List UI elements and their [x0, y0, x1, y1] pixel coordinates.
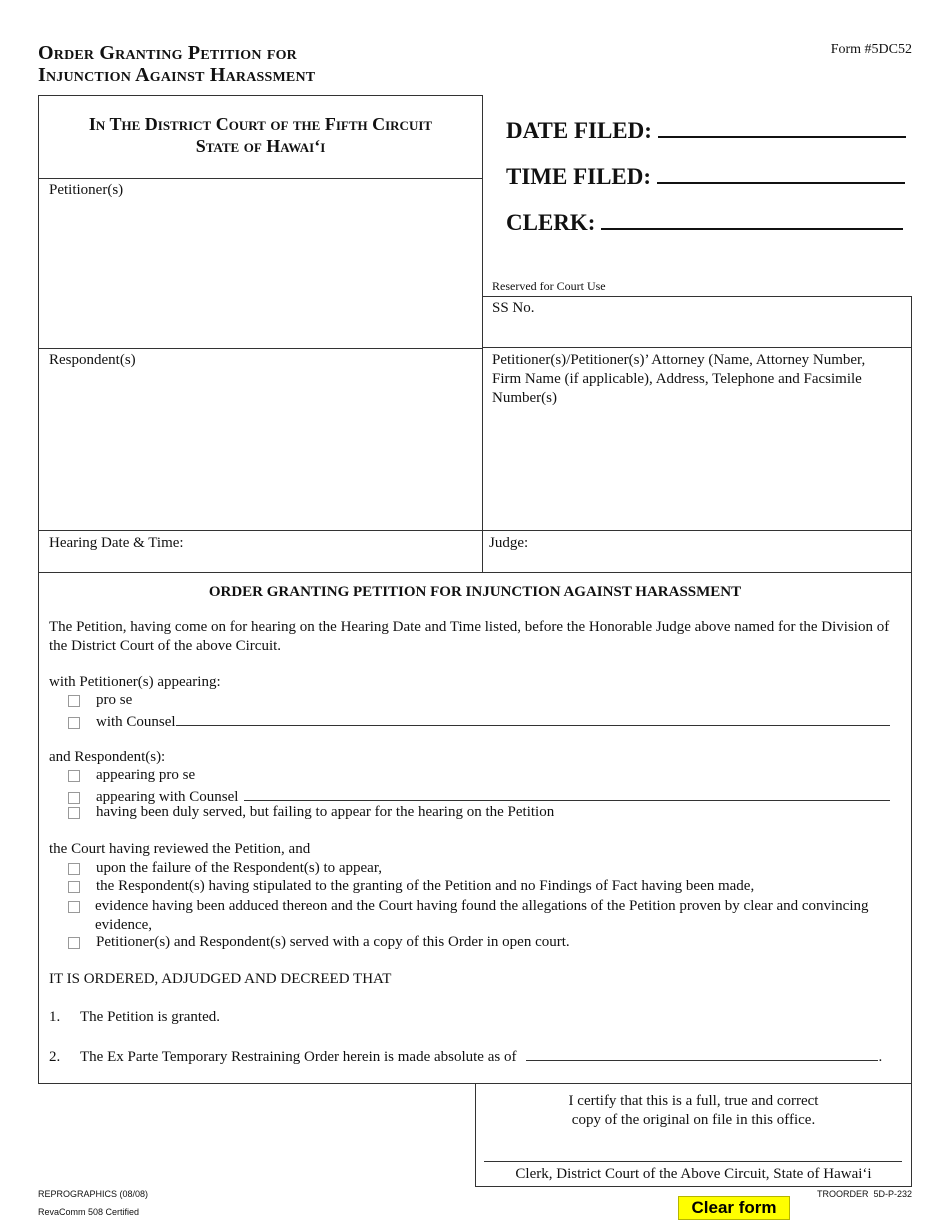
signature-line — [484, 1161, 902, 1162]
respondent-option-counsel — [68, 786, 890, 806]
divider — [39, 348, 482, 349]
respondent-counsel-field[interactable] — [244, 786, 890, 801]
checkbox[interactable] — [68, 695, 80, 707]
date-filed-label: DATE FILED: — [506, 118, 652, 143]
attorney-label: Petitioner(s)/Petitioner(s)’ Attorney (Name, Attorney Number, Firm Name (if applicable), Address, Telephone and Facsimile Number(s) — [492, 352, 866, 406]
respondent-heading: and Respondent(s): — [49, 749, 166, 765]
checkbox[interactable] — [68, 937, 80, 949]
footer-reprographics: REPROGRAPHICS (08/08) — [38, 1189, 149, 1199]
absolute-date-field[interactable] — [526, 1046, 878, 1061]
certification-text — [475, 1092, 912, 1130]
checkbox[interactable] — [68, 717, 80, 729]
option-label: pro se — [96, 692, 133, 708]
date-filed-field[interactable] — [658, 114, 906, 138]
order-item-1 — [49, 1009, 220, 1026]
option-label: with Counsel — [96, 714, 176, 730]
option-label: having been duly served, but failing to appear for the hearing on the Petition — [96, 804, 555, 820]
item-text: The Ex Parte Temporary Restraining Order herein is made absolute as of — [80, 1049, 517, 1065]
certify-line-1: I certify that this is a full, true and correct — [568, 1093, 819, 1109]
order-item-2 — [49, 1046, 882, 1066]
respondent-option-failed — [68, 804, 554, 821]
counsel-name-field[interactable] — [176, 711, 890, 726]
court-line-2: State of Hawai‘i — [195, 136, 326, 156]
checkbox[interactable] — [68, 863, 80, 875]
option-label: upon the failure of the Respondent(s) to appear, — [96, 860, 382, 876]
ss-no-label: SS No. — [492, 300, 535, 316]
title-line-2: Injunction Against Harassment — [38, 64, 316, 86]
title-line-1: Order Granting Petition for — [38, 42, 297, 64]
footer-form-code: TROORDER 5D-P-232 — [816, 1189, 912, 1199]
item-number: 2. — [49, 1049, 61, 1065]
decree-heading: IT IS ORDERED, ADJUDGED AND DECREED THAT — [49, 971, 392, 987]
time-filed-field[interactable] — [657, 160, 905, 184]
checkbox[interactable] — [68, 881, 80, 893]
option-label: appearing pro se — [96, 767, 196, 783]
review-option-1 — [68, 860, 382, 877]
review-option-3 — [68, 897, 908, 935]
checkbox[interactable] — [68, 807, 80, 819]
clerk-row — [506, 206, 903, 236]
divider — [482, 347, 912, 348]
checkbox[interactable] — [68, 792, 80, 804]
document-title — [38, 42, 315, 86]
respondents-label: Respondent(s) — [49, 352, 136, 368]
item-text: The Petition is granted. — [80, 1009, 220, 1025]
clerk-label: CLERK: — [506, 210, 596, 235]
respondent-option-pro-se — [68, 767, 195, 784]
form-number: Form #5DC52 — [830, 42, 912, 57]
item-number: 1. — [49, 1009, 61, 1025]
certify-line-2: copy of the original on file in this office. — [571, 1112, 816, 1128]
option-label: the Respondent(s) having stipulated to the granting of the Petition and no Findings of Fact having been made, — [96, 878, 755, 894]
option-label: appearing with Counsel — [96, 789, 239, 805]
petitioner-heading: with Petitioner(s) appearing: — [49, 674, 221, 690]
judge-label: Judge: — [489, 535, 529, 551]
checkbox[interactable] — [68, 901, 80, 913]
hearing-label: Hearing Date & Time: — [49, 535, 184, 551]
item-end: . — [878, 1049, 883, 1065]
clerk-field[interactable] — [601, 206, 903, 230]
clerk-signature-label: Clerk, District Court of the Above Circuit, State of Hawai‘i — [515, 1166, 872, 1182]
time-filed-row — [506, 160, 905, 190]
attorney-box — [482, 296, 912, 573]
time-filed-label: TIME FILED: — [506, 164, 652, 189]
review-option-4 — [68, 934, 570, 951]
footer-revacomm: RevaComm 508 Certified — [38, 1207, 140, 1217]
court-heading — [39, 95, 482, 179]
court-line-1: In The District Court of the Fifth Circuit — [88, 114, 433, 134]
option-label: evidence having been adduced thereon and the Court having found the allegations of the Petition proven by clear and convincing evidence, — [95, 898, 869, 933]
petitioner-option-counsel — [68, 711, 890, 731]
review-option-2 — [68, 878, 754, 895]
checkbox[interactable] — [68, 770, 80, 782]
reserved-label: Reserved for Court Use — [492, 279, 606, 293]
date-filed-row — [506, 114, 906, 144]
option-label: Petitioner(s) and Respondent(s) served with a copy of this Order in open court. — [96, 934, 570, 950]
petitioner-option-pro-se — [68, 692, 132, 709]
review-heading: the Court having reviewed the Petition, and — [49, 841, 311, 857]
clear-form-button[interactable]: Clear form — [678, 1196, 790, 1220]
order-intro: The Petition, having come on for hearing on the Hearing Date and Time listed, before the Honorable Judge above named for the Division of the District Court of the above Circuit. — [49, 619, 890, 654]
order-heading: ORDER GRANTING PETITION FOR INJUNCTION AGAINST HARASSMENT — [208, 584, 742, 600]
petitioners-label: Petitioner(s) — [49, 182, 124, 198]
